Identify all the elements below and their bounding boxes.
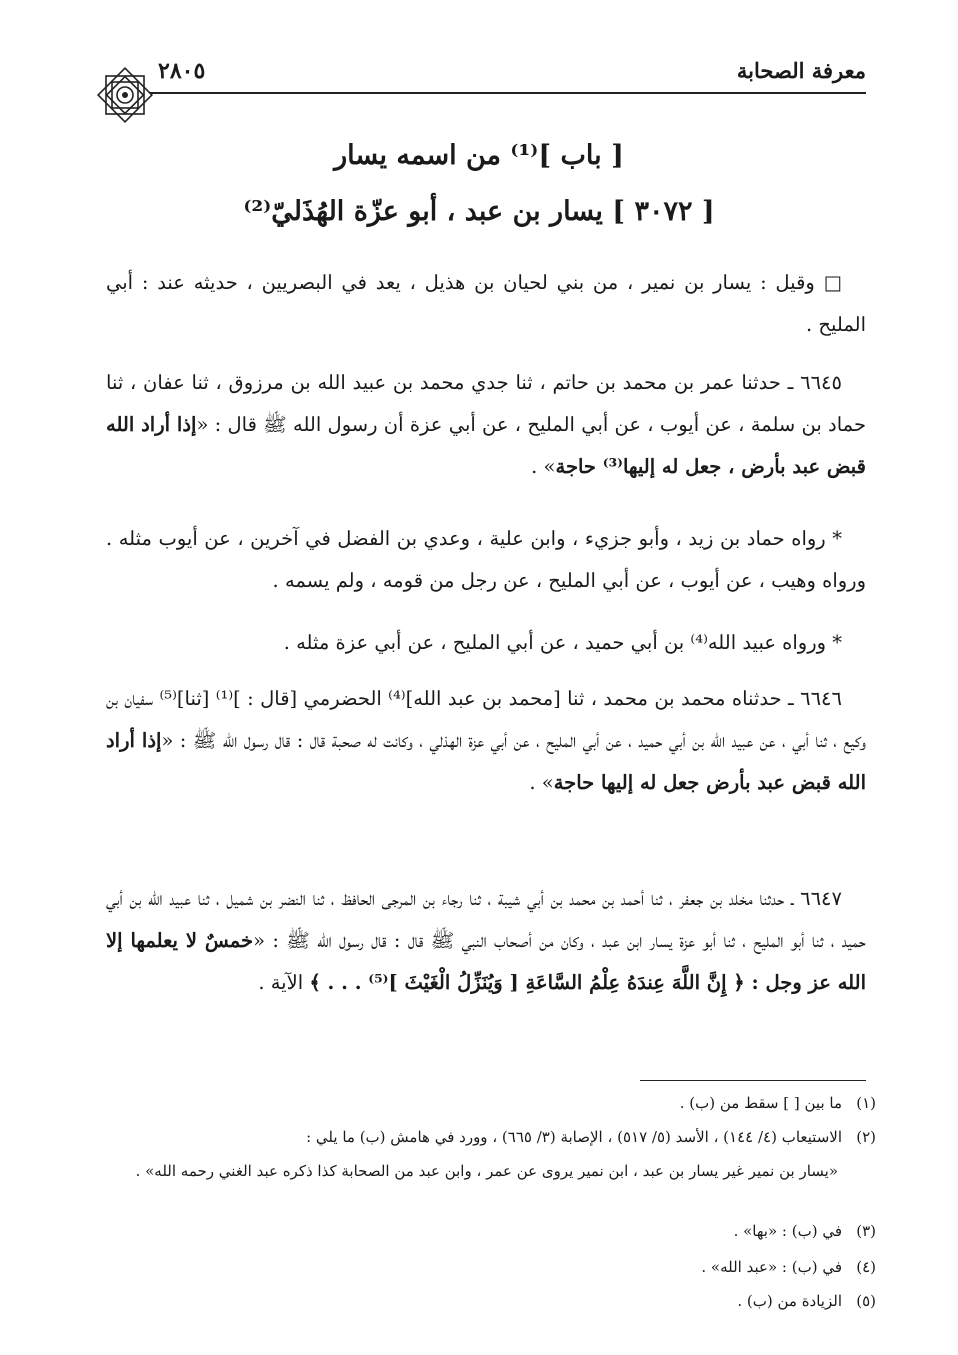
footnote-text: في (ب) : «بها» . <box>733 1222 842 1240</box>
hadith-6647-end: الآية . <box>258 971 310 994</box>
hadith-6647-text: خمسٌ لا يعلمها إلا الله عز وجل : ﴿ إِنَّ اللَّهَ عِندَهُ عِلْمُ السَّاعَةِ [ وَيُنَزِّلُ الْغَيْثَ ]⁽⁵⁾ . . . ﴾ <box>106 929 866 994</box>
hadith-6645 <box>106 362 866 488</box>
header-rule <box>150 92 866 94</box>
intro-paragraph: □ وقيل : يسار بن نمير ، من بني لحيان بن هذيل ، يعد في البصريين ، حديثه عند : أبي المليح . <box>106 271 866 336</box>
footnote-number: (١) <box>856 1094 876 1112</box>
hadith-6647-chain: ٦٦٤٧ ـ حدثنا مخلد بن جعفر ، ثنا أحمد بن محمد بن أبي شيبة ، ثنا رجاء بن المرجى الحافظ ، ثنا النضر بن شميل ، ثنا عبيد الله بن أبي حميد ، ثنا أبو المليح ، ثنا أبو عزة يسار ابن عبد ، وكان من أصحاب النبي ﷺ قال : قال رسول الله ﷺ : « <box>106 887 866 952</box>
page-number: ٢٨٠٥ <box>158 58 206 84</box>
star-ornament-icon <box>92 62 158 128</box>
hadith-6646-end: » . <box>529 771 554 794</box>
footnote-3 <box>106 1218 876 1244</box>
footnote-text: الاستيعاب (٤/ ١٤٤) ، الأسد (٥/ ٥١٧) ، الإصابة (٣/ ٦٦٥) ، وورد في هامش (ب) ما يلي : <box>306 1128 842 1146</box>
hadith-6645-end: » . <box>531 455 556 478</box>
footnote-4 <box>106 1254 876 1280</box>
footnote-number: (٤) <box>856 1258 876 1276</box>
footnote-text: في (ب) : «عبد الله» . <box>701 1258 842 1276</box>
running-header-title: معرفة الصحابة <box>736 58 866 83</box>
footnote-number: (٣) <box>856 1222 876 1240</box>
footnote-5 <box>106 1288 876 1314</box>
footnote-text: الزيادة من (ب) . <box>737 1292 842 1310</box>
footnote-number: (٢) <box>856 1128 876 1146</box>
entry-title: [ ٣٠٧٢ ] يسار بن عبد ، أبو عزّة الهُذَليّ⁽²⁾ <box>243 196 715 227</box>
chapter-title: [ باب ]⁽¹⁾ من اسمه يسار <box>334 140 624 171</box>
hadith-6645-text: إذا أراد الله قبض عبد بأرض ، جعل له إليها⁽³⁾ حاجة <box>106 413 866 478</box>
hadith-6647 <box>106 878 866 1004</box>
hadith-6645-chain: ٦٦٤٥ ـ حدثنا عمر بن محمد بن حاتم ، ثنا جدي محمد بن عبيد الله بن مرزوق ، ثنا عفان ، ثنا حماد بن سلمة ، عن أيوب ، عن أبي المليح ، عن أبي عزة أن رسول الله ﷺ قال : « <box>106 371 867 436</box>
footnote-text: ما بين [ ] سقط من (ب) . <box>679 1094 842 1112</box>
note-paragraph-2: * ورواه عبيد الله⁽⁴⁾ بن أبي حميد ، عن أبي المليح ، عن أبي عزة مثله . <box>283 631 842 654</box>
footnote-2 <box>106 1124 876 1150</box>
footnote-2-quote: «يسار بن نمير غير يسار بن عبد ، ابن نمير يروى عن عمر ، وابن عبد من الصحابة كذا ذكره عبد الغني رحمه الله» . <box>135 1162 838 1180</box>
hadith-6646-text: إذا أراد الله قبض عبد بأرض جعل له إليها حاجة <box>106 729 866 794</box>
note-paragraph-1: * رواه حماد بن زيد ، وأبو جزيء ، وابن علية ، وعدي بن الفضل في آخرين ، عن أيوب مثله . ورواه وهيب ، عن أيوب ، عن أبي المليح ، عن رجل من قومه ، ولم يسمه . <box>106 527 866 592</box>
footnote-number: (٥) <box>856 1292 876 1310</box>
hadith-6646-chain: ٦٦٤٦ ـ حدثناه محمد بن محمد ، ثنا [محمد بن عبد الله]⁽⁴⁾ الحضرمي [قال : ]⁽¹⁾ [ثنا]⁽⁵⁾ سفيان بن وكيع ، ثنا أبي ، عن عبيد الله بن أبي حميد ، عن أبي المليح ، عن أبي عزة الهذلي ، وكانت له صحبة قال : قال رسول الله ﷺ : « <box>106 687 866 752</box>
footnote-rule <box>640 1080 866 1081</box>
hadith-6646 <box>106 678 866 804</box>
footnote-1 <box>106 1090 876 1116</box>
